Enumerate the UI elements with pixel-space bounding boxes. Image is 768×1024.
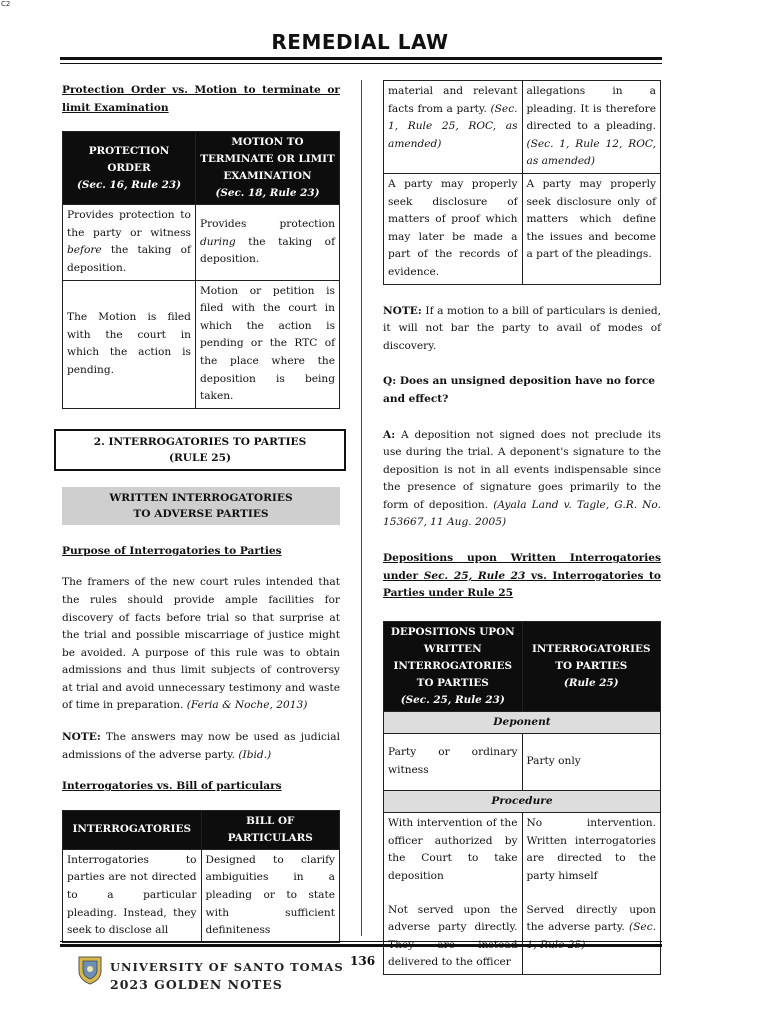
question-unsigned-deposition: Q: Does an unsigned deposition have no force and effect?: [383, 375, 656, 405]
table-cell: Provides protection to the party or witness before the taking of deposition.: [63, 205, 196, 280]
interrogatories-vs-bill-table: [62, 810, 340, 943]
table-header-interrogatories: INTERROGATORIES: [63, 810, 202, 849]
table-cell: Party only: [522, 734, 661, 790]
table-row: [384, 734, 661, 790]
table-cell: With intervention of the officer authorized by the Court to take deposition Not served upon the adverse party directly. delivered to the officer: [384, 813, 523, 975]
page-title: REMEDIAL LAW: [271, 30, 449, 54]
paragraph-purpose: The framers of the new court rules intended that the rules should provide ample facilities for discovery of facts before trial so that surprise at the trial and possible miscarriage of justice might be avoided. A purpose of this rule was to obtain admissions and thus limit subjects of controversy at trial and avoid unnecessary testimony and waste of time in preparation. (Feria & Noche, 2013): [62, 576, 340, 712]
table-header-motion-terminate: MOTION TO TERMINATE OR LIMIT EXAMINATION (Sec. 18, Rule 23): [195, 132, 339, 205]
table-cell: Designed to clarify ambiguities in a pleading or to state with sufficient definiteness: [201, 849, 340, 942]
note-judicial-admissions: NOTE: The answers may now be used as judicial admissions of the adverse party. (Ibid.): [62, 731, 340, 761]
table-cell: No intervention. Written interrogatories are directed to the party himself Served directly upon the adverse party. (Sec.: [522, 813, 661, 975]
table-row: [384, 173, 661, 284]
table-header-depositions: DEPOSITIONS UPON WRITTEN INTERROGATORIES TO PARTIES (Sec. 25, Rule 23): [384, 621, 523, 711]
footer-golden-notes: 2023 GOLDEN NOTES: [110, 977, 283, 992]
table-row: [384, 813, 661, 975]
table-cell: Provides protection during the taking of deposition.: [195, 205, 339, 280]
table-cell: Party or ordinary witness: [384, 734, 523, 790]
table-cell: The Motion is filed with the court in which the action is pending.: [63, 280, 196, 408]
subsection-band-written-interrogatories: WRITTEN INTERROGATORIES TO ADVERSE PARTIES: [62, 487, 340, 525]
table-cell: Interrogatories to parties are not directed to a particular pleading. Instead, they seek to disclose all: [63, 849, 202, 942]
section-heading-interrogatories-vs-bill: Interrogatories vs. Bill of particulars: [62, 780, 282, 793]
note-bill-of-particulars: NOTE: If a motion to a bill of particulars is denied, it will not bar the party to avail of modes of discovery.: [383, 304, 661, 352]
table-cell: Motion or petition is filed with the court in which the action is pending or the RTC of the place where the deposition is being taken.: [195, 280, 339, 408]
table-row: [63, 280, 340, 408]
table-row: [384, 81, 661, 174]
table-row: [63, 205, 340, 280]
table-cell: allegations in a pleading. It is therefore directed to a pleading. (Sec. 1, Rule 12, ROC, as amended): [522, 81, 661, 174]
table-cell: material and relevant facts from a party. (Sec. 1, Rule 25, ROC, as amended): [384, 81, 523, 174]
footer-rule-thick: [60, 944, 662, 947]
section-heading-protection-order: Protection Order vs. Motion to terminate or limit Examination: [62, 84, 340, 114]
section-heading-depositions-vs-interrogatories: Depositions upon Written Interrogatories under Sec. 25, Rule 23 vs. Interrogatories to Parties under Rule 25: [383, 552, 661, 600]
answer-unsigned-deposition: A: A deposition not signed does not preclude its use during the trial. A deponent's signature to the deposition is not in all events indispensable since the presence of signature goes primarily to the form of deposition. (Ayala Land v. Tagle, G.R. No. 153667, 11 Aug. 2005): [383, 428, 661, 529]
header-rule-thin: [60, 63, 662, 64]
footer-university: UNIVERSITY OF SANTO TOMAS: [110, 960, 344, 974]
corner-mark: C2: [1, 0, 11, 8]
section-heading-purpose: Purpose of Interrogatories to Parties: [62, 544, 282, 557]
table-header-protection-order: PROTECTION ORDER (Sec. 16, Rule 23): [63, 132, 196, 205]
header-rule-thick: [60, 57, 662, 60]
footer-rule-thin: [60, 941, 662, 942]
interrogatories-vs-bill-table-continued: [383, 80, 661, 285]
table-cell: A party may properly seek disclosure only of matters which define the issues and become a part of the pleadings.: [522, 173, 661, 284]
page-number: 136: [350, 954, 376, 968]
protection-vs-motion-table: [62, 131, 340, 409]
table-cell: A party may properly seek disclosure of matters of proof which may later be made a part of the records of evidence.: [384, 173, 523, 284]
left-column: [62, 80, 340, 943]
table-row: [63, 849, 340, 942]
table-band-procedure: Procedure: [384, 790, 661, 813]
university-seal-icon: [77, 955, 103, 985]
table-header-bill-of-particulars: BILL OF PARTICULARS: [201, 810, 340, 849]
table-band-deponent: Deponent: [384, 711, 661, 734]
column-divider: [361, 80, 362, 936]
table-header-interrogatories-to-parties: INTERROGATORIES TO PARTIES (Rule 25): [522, 621, 661, 711]
depositions-vs-interrogatories-table: [383, 621, 661, 975]
section-box-interrogatories: 2. INTERROGATORIES TO PARTIES (RULE 25): [54, 429, 346, 471]
right-column: [383, 80, 661, 975]
